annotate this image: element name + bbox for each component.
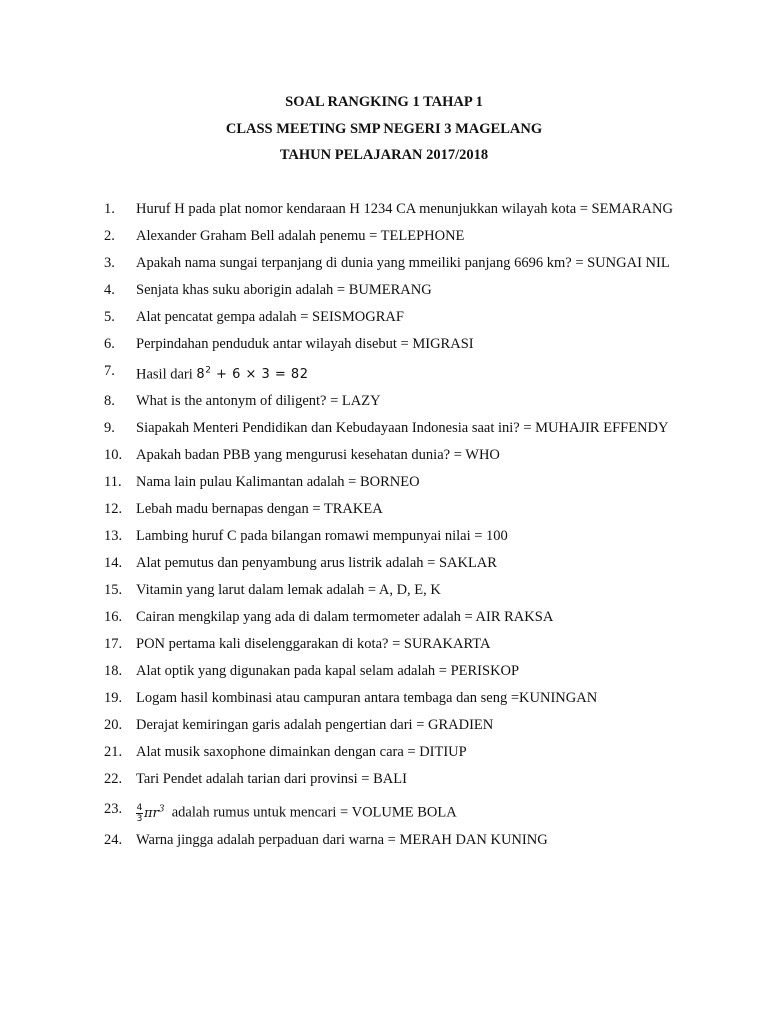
question-text: Logam hasil kombinasi atau campuran antara tembaga dan seng =KUNINGAN bbox=[136, 690, 598, 707]
question-number: 12. bbox=[104, 501, 123, 518]
question-number: 21. bbox=[104, 744, 123, 761]
question-text bbox=[136, 358, 678, 388]
question-number: 9. bbox=[104, 420, 115, 437]
header-title: SOAL RANGKING 1 TAHAP 1 bbox=[285, 94, 483, 110]
question-item bbox=[104, 550, 678, 577]
question-text: Lebah madu bernapas dengan = TRAKEA bbox=[136, 501, 383, 518]
question-item bbox=[104, 658, 678, 685]
math-pi-r bbox=[144, 806, 165, 821]
question-number: 19. bbox=[104, 690, 123, 707]
math-pi-r-exponent: 3 bbox=[158, 804, 165, 815]
question-number: 1. bbox=[104, 201, 115, 217]
question-number: 24. bbox=[104, 831, 123, 848]
question-number: 11. bbox=[104, 474, 122, 491]
question-text: Apakah badan PBB yang mengurusi kesehatan dunia? = WHO bbox=[136, 447, 500, 464]
question-number: 22. bbox=[104, 771, 123, 788]
question-text: Huruf H pada plat nomor kendaraan H 1234 CA menunjukkan wilayah kota = SEMARANG bbox=[136, 201, 673, 217]
question-number: 17. bbox=[104, 636, 123, 653]
question-number: 6. bbox=[104, 336, 115, 352]
question-item bbox=[104, 712, 678, 739]
math-expression bbox=[196, 367, 308, 382]
question-text: Warna jingga adalah perpaduan dari warna = MERAH DAN KUNING bbox=[136, 831, 548, 848]
question-text: Siapakah Menteri Pendidikan dan Kebudayaan Indonesia saat ini? = MUHAJIR EFFENDY bbox=[136, 420, 669, 437]
math-pi-r-base: πr bbox=[144, 805, 159, 821]
question-text: Lambing huruf C pada bilangan romawi mempunyai nilai = 100 bbox=[136, 528, 508, 545]
question-text: Alat pencatat gempa adalah = SEISMOGRAF bbox=[136, 309, 404, 325]
question-list bbox=[104, 196, 678, 854]
question-number: 5. bbox=[104, 309, 115, 325]
question-item bbox=[104, 196, 678, 223]
math-exponent: 2 bbox=[205, 366, 212, 376]
question-item bbox=[104, 796, 678, 826]
question-text: Alat musik saxophone dimainkan dengan cara = DITIUP bbox=[136, 744, 467, 761]
question-item bbox=[104, 304, 678, 331]
question-item bbox=[104, 766, 678, 793]
question-number: 13. bbox=[104, 528, 123, 545]
question-text-suffix: adalah rumus untuk mencari = VOLUME BOLA bbox=[164, 804, 457, 821]
math-rest: + 6 × 3 = 82 bbox=[211, 367, 309, 383]
question-item bbox=[104, 388, 678, 415]
question-number: 3. bbox=[104, 255, 115, 271]
question-text: What is the antonym of diligent? = LAZY bbox=[136, 393, 381, 410]
question-item bbox=[104, 577, 678, 604]
question-item bbox=[104, 604, 678, 631]
question-text: Alat pemutus dan penyambung arus listrik adalah = SAKLAR bbox=[136, 555, 497, 572]
question-number: 23. bbox=[104, 801, 123, 818]
question-item bbox=[104, 415, 678, 442]
question-text bbox=[136, 796, 678, 826]
question-text: Nama lain pulau Kalimantan adalah = BORNEO bbox=[136, 474, 420, 491]
question-text: Perpindahan penduduk antar wilayah disebut = MIGRASI bbox=[136, 336, 474, 352]
header-year: TAHUN PELAJARAN 2017/2018 bbox=[279, 147, 489, 163]
question-item bbox=[104, 469, 678, 496]
question-text: Senjata khas suku aborigin adalah = BUMERANG bbox=[136, 282, 432, 298]
question-item bbox=[104, 631, 678, 658]
fraction-numerator: 4 bbox=[136, 802, 143, 813]
question-number: 8. bbox=[104, 393, 115, 410]
document-header bbox=[0, 92, 768, 172]
question-text: Tari Pendet adalah tarian dari provinsi = BALI bbox=[136, 771, 407, 788]
question-item bbox=[104, 358, 678, 388]
fraction-denominator: 3 bbox=[136, 813, 143, 824]
question-item bbox=[104, 223, 678, 250]
question-text: Alexander Graham Bell adalah penemu = TELEPHONE bbox=[136, 228, 465, 244]
question-number: 7. bbox=[104, 363, 115, 379]
question-number: 15. bbox=[104, 582, 123, 599]
question-number: 10. bbox=[104, 447, 123, 464]
question-text: Cairan mengkilap yang ada di dalam termometer adalah = AIR RAKSA bbox=[136, 609, 554, 626]
question-item bbox=[104, 685, 678, 712]
question-item bbox=[104, 277, 678, 304]
question-number: 20. bbox=[104, 717, 123, 734]
question-number: 4. bbox=[104, 282, 115, 298]
question-item bbox=[104, 523, 678, 550]
question-item bbox=[104, 827, 678, 854]
question-item bbox=[104, 442, 678, 469]
question-text: Vitamin yang larut dalam lemak adalah = A, D, E, K bbox=[136, 582, 441, 599]
question-number: 16. bbox=[104, 609, 123, 626]
question-item bbox=[104, 739, 678, 766]
question-text-prefix: Hasil dari bbox=[136, 366, 197, 383]
fraction bbox=[136, 803, 143, 824]
question-item bbox=[104, 250, 678, 277]
question-number: 2. bbox=[104, 228, 115, 244]
question-text: Alat optik yang digunakan pada kapal selam adalah = PERISKOP bbox=[136, 663, 520, 680]
header-event: CLASS MEETING SMP NEGERI 3 MAGELANG bbox=[225, 120, 543, 137]
question-item bbox=[104, 496, 678, 523]
question-text: Apakah nama sungai terpanjang di dunia yang mmeiliki panjang 6696 km? = SUNGAI NIL bbox=[136, 255, 670, 271]
math-base: 8 bbox=[196, 367, 206, 383]
question-item bbox=[104, 331, 678, 358]
question-number: 18. bbox=[104, 663, 123, 680]
question-text: Derajat kemiringan garis adalah pengertian dari = GRADIEN bbox=[136, 717, 494, 734]
question-text: PON pertama kali diselenggarakan di kota? = SURAKARTA bbox=[136, 636, 491, 653]
question-number: 14. bbox=[104, 555, 123, 572]
